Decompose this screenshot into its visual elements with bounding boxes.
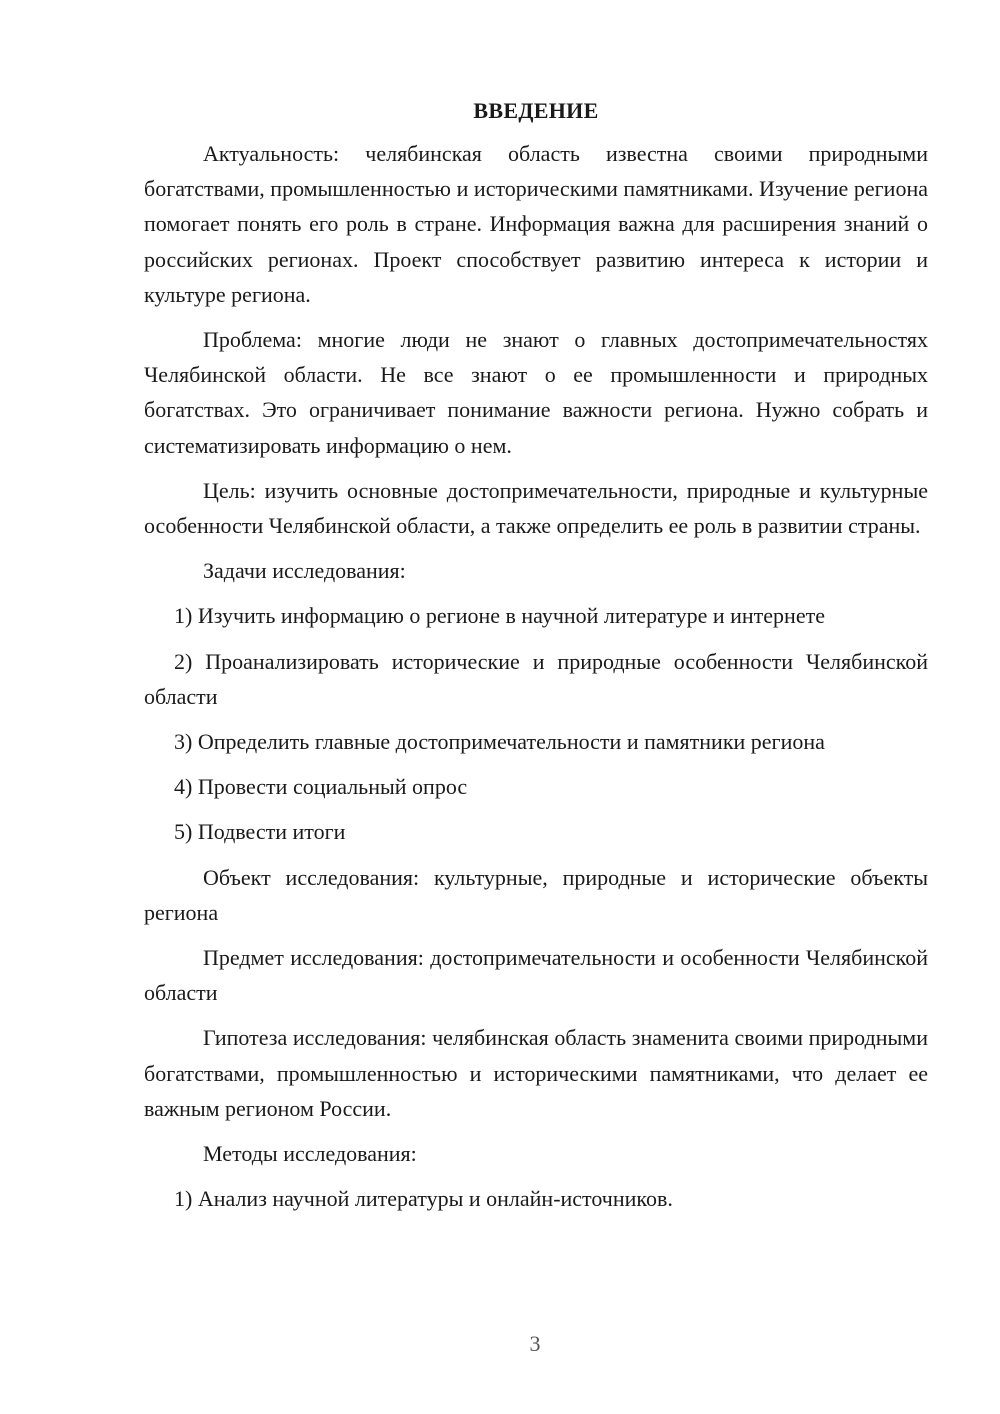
paragraph-problem: Проблема: многие люди не знают о главных достопримечательностях Челябинской области. Не все знают о ее промышленности и природных богатствах. Это ограничивает понимание важности региона. Нужно собрать и систематизировать информацию о нем. (144, 327, 928, 458)
paragraph-hypothesis: Гипотеза исследования: челябинская область знаменита своими природными богатствами, промышленностью и историческими памятниками, что делает ее важным регионом России. (144, 1025, 928, 1121)
page-number: 3 (529, 1331, 541, 1356)
task-item-5: 5) Подвести итоги (174, 819, 346, 845)
paragraph-tasks-heading: Задачи исследования: (203, 558, 406, 584)
paragraph-goal: Цель: изучить основные достопримечательности, природные и культурные особенности Челябинской области, а также определить ее роль в развитии страны. (144, 477, 928, 539)
method-item-1: 1) Анализ научной литературы и онлайн-источников. (174, 1186, 673, 1212)
paragraph-relevance: Актуальность: челябинская область известна своими природными богатствами, промышленностью и историческими памятниками. Изучение региона помогает понять его роль в стране. Информация важна для расширения знаний о российских регионах. Проект способствует развитию интереса к истории и культуре региона. (144, 141, 928, 307)
paragraph-object: Объект исследования: культурные, природные и исторические объекты региона (144, 864, 928, 925)
document-body (144, 93, 928, 1216)
task-item-3: 3) Определить главные достопримечательности и памятники региона (174, 729, 825, 755)
task-item-1: 1) Изучить информацию о регионе в научной литературе и интернете (174, 603, 825, 629)
task-item-4: 4) Провести социальный опрос (174, 774, 468, 800)
paragraph-subject: Предмет исследования: достопримечательности и особенности Челябинской области (144, 945, 928, 1006)
paragraph-methods-heading: Методы исследования: (203, 1141, 417, 1167)
task-item-2: 2) Проанализировать исторические и природные особенности Челябинской области (144, 648, 928, 709)
section-title: ВВЕДЕНИЕ (473, 98, 599, 123)
